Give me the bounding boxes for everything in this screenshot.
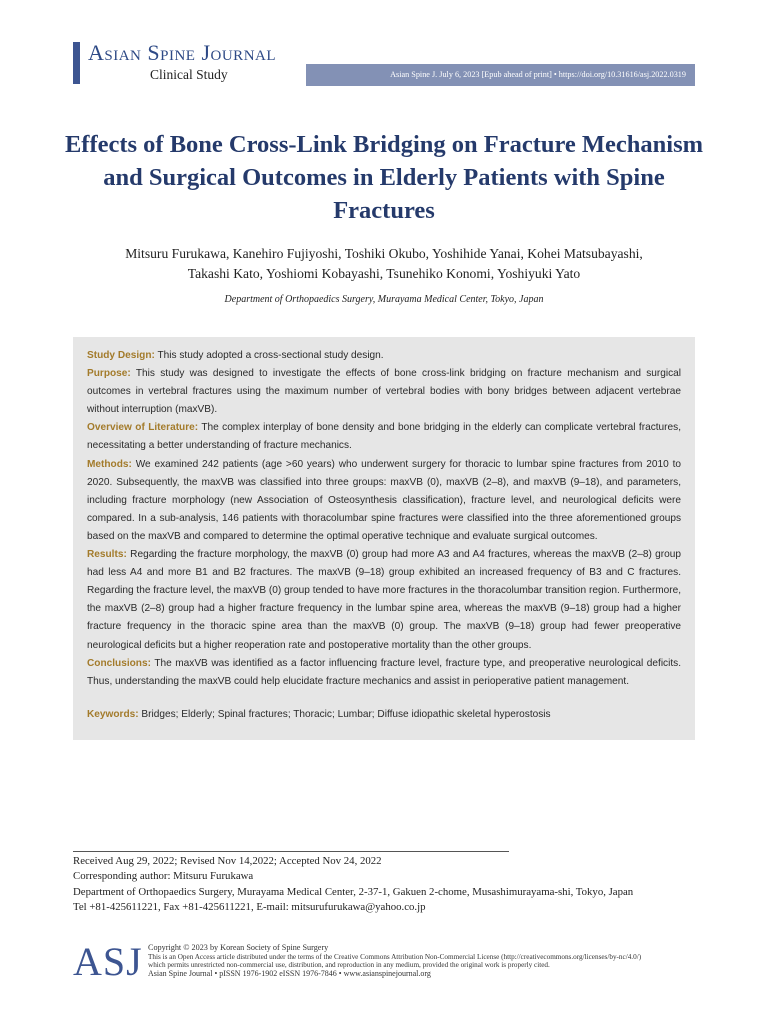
section-label: Clinical Study [150, 67, 228, 82]
abstract-label: Results: [87, 549, 127, 561]
author-list [80, 244, 688, 284]
author-address: Department of Orthopaedics Surgery, Murayama Medical Center, 2-37-1, Gakuen 2-chome, Musashimurayama-shi, Tokyo, Japan [73, 886, 634, 898]
abstract-conclusions: Conclusions: The maxVB was identified as a factor influencing fracture level, fracture type, and preoperative neurological deficits. Thus, understanding the maxVB could help elucidate fracture mechanics and assist in perioperative patient management. [87, 657, 682, 687]
abstract-purpose: Purpose: This study was designed to investigate the effects of bone cross-link bridging on fracture mechanism and surgical outcomes in vertebral fractures using the maximum number of vertebral bodies with bony bridges between adjacent vertebrae without interruption (maxVB). [87, 368, 682, 416]
abstract-label: Conclusions: [87, 657, 151, 669]
affiliation: Department of Orthopaedics Surgery, Murayama Medical Center, Tokyo, Japan [224, 294, 544, 305]
authors-line-2: Takashi Kato, Yoshiomi Kobayashi, Tsunehiko Konomi, Yoshiyuki Yato [187, 266, 581, 281]
copyright: Copyright © 2023 by Korean Society of Spine Surgery [148, 943, 329, 952]
journal-name: Asian Spine Journal [88, 40, 277, 65]
license-line-1[interactable]: This is an Open Access article distributed under the terms of the Creative Commons Attribution Non-Commercial License (http://creativecommons.org/licenses/by-nc/4.0/) [148, 953, 642, 961]
abstract-label: Study Design: [87, 350, 155, 361]
authors-line-1: Mitsuru Furukawa, Kanehiro Fujiyoshi, Toshiki Okubo, Yoshihide Yanai, Kohei Matsubayashi, [125, 246, 643, 261]
received-dates: Received Aug 29, 2022; Revised Nov 14,2022; Accepted Nov 24, 2022 [73, 855, 382, 867]
corresponding-author: Corresponding author: Mitsuru Furukawa [73, 870, 254, 882]
abstract-box [73, 337, 695, 740]
abstract-keywords: Keywords: Bridges; Elderly; Spinal fractures; Thoracic; Lumbar; Diffuse idiopathic skeletal hyperostosis [87, 708, 551, 720]
abstract-methods: Methods: We examined 242 patients (age >60 years) who underwent surgery for thoracic to lumbar spine fractures from 2010 to 2020. Subsequently, the maxVB was classified into three groups: maxVB (0), maxVB (2–8), and maxVB (9–18), and parameters, including fracture morphology (new Association of Osteosynthesis classification), fracture level, and neurological deficits were compared. In a sub-analysis, 146 patients with thoracolumbar spine fractures were classified into the three aforementioned groups based on the maxVB and compared to determine the optimal operative technique and evaluate surgical outcomes. [87, 458, 681, 542]
footer-divider [73, 851, 509, 852]
citation-doi[interactable]: Asian Spine J. July 6, 2023 [Epub ahead of print] • https://doi.org/10.31616/asj.2022.0319 [390, 70, 686, 79]
abstract-results: Results: Regarding the fracture morphology, the maxVB (0) group had more A3 and A4 fractures, whereas the maxVB (2–8) group had less A4 and more B1 and B2 fractures. The maxVB (9–18) group exhibited an increased frequency of B3 and C fractures. Regarding the fracture level, the maxVB (0) group tended to have more fractures in the thoracolumbar transition region. Furthermore, the maxVB (2–8) group had a higher fracture frequency in the lumbar spine area, whereas the maxVB (9–18) group had a higher fracture frequency in the thoracic spine area than the maxVB (0) group. The maxVB (9–18) group had fewer preoperative neurological deficits but a higher reoperation rate and postoperative mortality than the other groups. [87, 549, 681, 651]
abstract-label: Overview of Literature: [87, 422, 199, 434]
header-accent-bar [73, 42, 80, 84]
asj-logo: ASJ [73, 939, 143, 984]
license-line-2: which permits unrestricted non-commercial use, distribution, and reproduction in any medium, provided the original work is properly cited. [148, 961, 550, 969]
author-contact[interactable]: Tel +81-425611221, Fax +81-425611221, E-mail: mitsurufurukawa@yahoo.co.jp [73, 901, 426, 913]
abstract-literature: Overview of Literature: The complex interplay of bone density and bone bridging in the elderly can complicate vertebral fractures, necessitating a better understanding of fracture mechanics. [87, 422, 681, 452]
abstract-label: Methods: [87, 458, 132, 470]
abstract-label: Purpose: [87, 368, 131, 380]
abstract-study-design: Study Design: This study adopted a cross-sectional study design. [87, 350, 384, 361]
article-title: Effects of Bone Cross-Link Bridging on Fracture Mechanism and Surgical Outcomes in Elderly Patients with Spine Fractures [64, 131, 704, 224]
issn-line[interactable]: Asian Spine Journal • pISSN 1976-1902 eISSN 1976-7846 • www.asianspinejournal.org [148, 969, 431, 978]
abstract-label: Keywords: [87, 708, 139, 720]
